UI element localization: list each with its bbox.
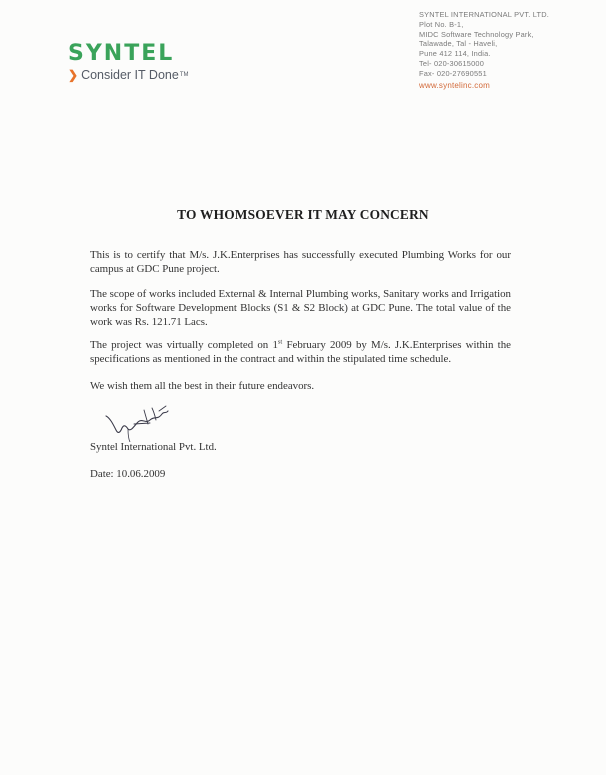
logo-wordmark: SYNTEL: [68, 41, 175, 66]
logo-tagline-text: Consider IT Done: [81, 68, 179, 82]
handwritten-signature: [104, 402, 184, 442]
signatory-company: Syntel International Pvt. Ltd.: [90, 441, 217, 453]
paragraph-certification: This is to certify that M/s. J.K.Enterprises has successfully executed Plumbing Works for our campus at GDC Pune project.: [90, 249, 511, 275]
paragraph-completion-start: The project was virtually completed on 1: [90, 339, 278, 351]
trademark-mark: TM: [179, 72, 189, 78]
letter-date: Date: 10.06.2009: [90, 468, 166, 480]
paragraph-completion: [90, 338, 511, 366]
logo-tagline: [68, 68, 208, 82]
paragraph-scope: The scope of works included External & Internal Plumbing works, Sanitary works and Irrigation works for Software Development Blocks (S1 & S2 Block) at GDC Pune. The total value of the work was Rs. 121.71 Lacs.: [90, 288, 512, 328]
letter-heading: TO WHOMSOEVER IT MAY CONCERN: [177, 207, 429, 222]
company-logo: [68, 42, 208, 82]
ordinal-suffix: st: [277, 338, 283, 346]
paragraph-wishes: We wish them all the best in their future endeavors.: [90, 380, 315, 392]
address-line: Tel- 020-30615000: [419, 58, 485, 68]
address-line: Pune 412 114, India.: [419, 49, 491, 59]
address-line: Fax- 020-27690551: [419, 68, 487, 78]
address-line: Talawade, Tal - Haveli,: [419, 39, 498, 49]
address-line: Plot No. B-1,: [419, 19, 464, 29]
paragraph-completion-end: February 2009 by M/s. J.K.Enterprises within the specifications as mentioned in the contract and within the stipulated time schedule.: [90, 339, 511, 365]
company-website: www.syntelinc.com: [419, 80, 490, 90]
address-line: MIDC Software Technology Park,: [419, 29, 534, 39]
company-address: [419, 10, 599, 90]
chevron-right-icon: ❯: [68, 68, 79, 82]
address-line: SYNTEL INTERNATIONAL PVT. LTD.: [419, 10, 550, 19]
